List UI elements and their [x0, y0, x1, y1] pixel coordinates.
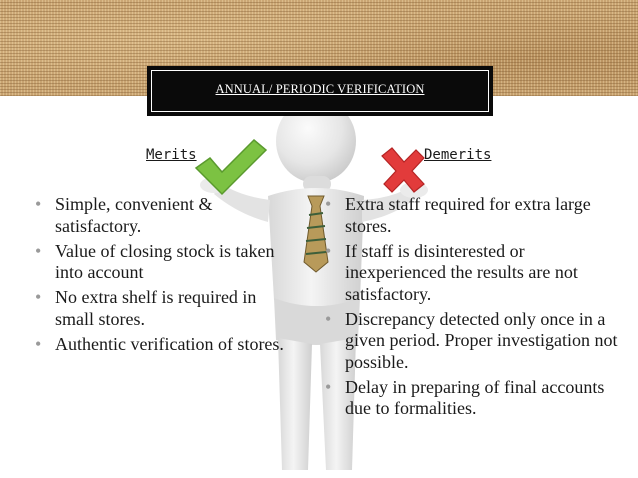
merits-heading: Merits [146, 147, 197, 163]
bullet-icon: • [35, 333, 42, 354]
bullet-icon: • [35, 194, 42, 214]
list-item: • Extra staff required for extra large stores. [325, 194, 591, 236]
merits-list [28, 194, 290, 359]
title-banner [147, 66, 493, 116]
bullet-icon: • [325, 376, 332, 397]
list-item: • Delay in preparing of final accounts due to formalities. [325, 376, 605, 418]
bullet-icon: • [35, 240, 42, 261]
bullet-icon: • [325, 308, 332, 329]
demerits-list [318, 194, 618, 423]
list-item: • Authentic verification of stores. [35, 333, 284, 354]
bullet-icon: • [35, 287, 42, 307]
list-item: • No extra shelf is required in small stores. [35, 287, 257, 329]
list-item: • Simple, convenient & satisfactory. [35, 194, 213, 236]
list-item: • If staff is disinterested or inexperienced the results are not satisfactory. [325, 240, 578, 304]
list-item: • Discrepancy detected only once in a given period. Proper investigation not possible. [325, 308, 618, 372]
bullet-icon: • [325, 240, 332, 261]
slide-title: ANNUAL/ PERIODIC VERIFICATION [215, 81, 425, 96]
demerits-heading: Demerits [424, 147, 492, 163]
list-item: • Value of closing stock is taken into account [35, 240, 275, 282]
bullet-icon: • [325, 194, 332, 214]
